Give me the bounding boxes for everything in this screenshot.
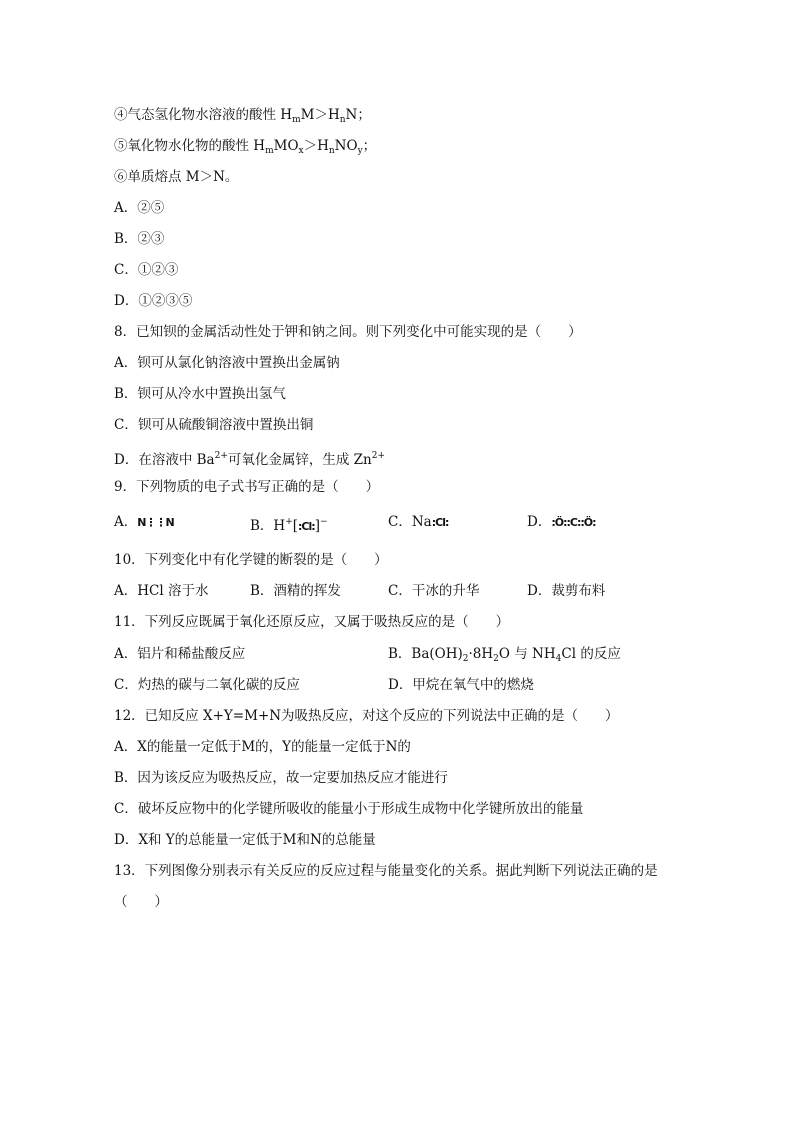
q9-c-chlorine-dots: :Cl: (431, 516, 449, 529)
q13-stem: 13．下列图像分别表示有关反应的反应过程与能量变化的关系。据此判断下列说法正确的是 (114, 863, 658, 879)
q9-option-a: A．N⋮⋮N (114, 514, 174, 530)
q10-stem: 10．下列变化中有化学键的断裂的是（ ） (114, 552, 388, 568)
q9-stem: 9．下列物质的电子式书写正确的是（ ） (114, 479, 380, 495)
q12-option-c: C．破坏反应物中的化学键所吸收的能量小于形成生成物中化学键所放出的能量 (114, 801, 584, 817)
condition-5: ⑤氧化物水化物的酸性 $H_mMO_x>H_nNO_y$； (114, 138, 377, 156)
q7-option-a: A．②⑤ (114, 200, 165, 216)
q10-option-d: D．裁剪布料 (527, 583, 606, 599)
q9-b-chlorine-dots: :Cl: (298, 520, 315, 533)
q11-option-b: B．$Ba(OH)_2\cdot 8H_2O$ 与 $NH_4Cl$ 的反应 (388, 646, 621, 664)
q9-d-electron-formula: :Ö::C::Ö: (551, 516, 596, 529)
q9-a-electron-formula: N⋮⋮N (137, 516, 174, 529)
q7-option-c: C．①②③ (114, 262, 179, 278)
q9-option-c: C．Na:Cl: (388, 514, 449, 530)
q8-stem: 8．已知钡的金属活动性处于钾和钠之间。则下列变化中可能实现的是（ ） (114, 324, 582, 340)
q7-option-d: D．①②③⑤ (114, 293, 193, 309)
q11-option-d: D．甲烷在氧气中的燃烧 (388, 677, 534, 693)
q8-option-b: B．钡可从冷水中置换出氢气 (114, 386, 286, 402)
q8-option-a: A．钡可从氯化钠溶液中置换出金属钠 (114, 355, 340, 371)
q12-option-b: B．因为该反应为吸热反应，故一定要加热反应才能进行 (114, 770, 448, 786)
q11-stem: 11．下列反应既属于氧化还原反应，又属于吸热反应的是（ ） (114, 614, 510, 630)
q11-option-c: C．灼热的碳与二氧化碳的反应 (114, 677, 300, 693)
q9-option-b: B．H+[:Cl:]− (250, 517, 328, 534)
q13-answer-paren: （ ） (114, 894, 168, 910)
condition-6: ⑥单质熔点 M＞N。 (114, 169, 239, 185)
q12-stem: 12．已知反应 X+Y=M+N为吸热反应，对这个反应的下列说法中正确的是（ ） (114, 708, 619, 724)
q7-option-b: B．②③ (114, 231, 165, 247)
q10-option-b: B．酒精的挥发 (250, 583, 341, 599)
q8-option-d: D．在溶液中 $Ba^{2+}$可氧化金属锌，生成 $Zn^{2+}$ (114, 451, 386, 468)
q8-option-c: C．钡可从硫酸铜溶液中置换出铜 (114, 417, 314, 433)
q11-option-a: A．铝片和稀盐酸反应 (114, 646, 246, 662)
condition-4: ④气态氢化物水溶液的酸性 $H_mM>H_nN$； (114, 107, 371, 125)
q10-option-c: C．干冰的升华 (388, 583, 480, 599)
q10-option-a: A．HCl 溶于水 (114, 583, 209, 599)
q12-option-d: D．X和 Y的总能量一定低于M和N的总能量 (114, 832, 376, 848)
q9-option-d: D．:Ö::C::Ö: (527, 514, 596, 530)
q12-option-a: A．X的能量一定低于M的，Y的能量一定低于N的 (114, 739, 411, 755)
